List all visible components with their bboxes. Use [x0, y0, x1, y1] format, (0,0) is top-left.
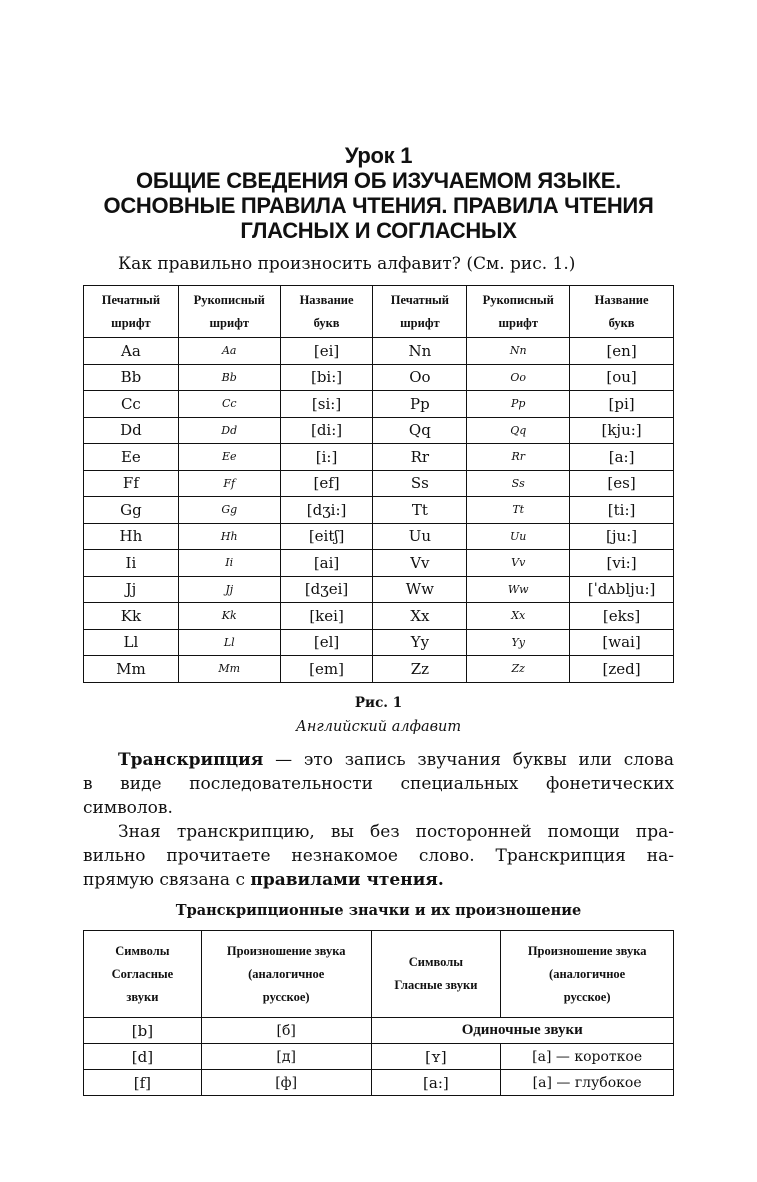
handwritten-letter: Ii: [178, 550, 280, 577]
table-row: [84, 576, 674, 603]
handwritten-letter: Cc: [178, 391, 280, 418]
table-row: [84, 364, 674, 391]
handwritten-letter: Ee: [178, 444, 280, 471]
term-transcription: Транскрипция: [118, 750, 264, 770]
figure-number: Рис. 1: [354, 695, 403, 711]
handwritten-letter: Ww: [467, 576, 570, 603]
letter-name: [eitʃ]: [280, 523, 373, 550]
handwritten-letter: Zz: [467, 656, 570, 683]
paragraph-line: Транскрипция — это запись звучания буквы или слова: [118, 750, 674, 770]
consonant-russian-sound: [ф]: [201, 1070, 371, 1096]
letter-name: [si:]: [280, 391, 373, 418]
table-row: [84, 444, 674, 471]
alphabet-body: [84, 338, 674, 683]
letter-name: [wai]: [570, 629, 674, 656]
letter-name: [ei]: [280, 338, 373, 365]
sounds-table: [83, 930, 674, 1096]
letter-name: [ai]: [280, 550, 373, 577]
letter-name: [kju:]: [570, 417, 674, 444]
table-row: [84, 470, 674, 497]
printed-letter: Aa: [84, 338, 179, 365]
printed-letter: Nn: [373, 338, 467, 365]
paragraph-line: в виде последовательности специальных фонетических: [83, 774, 674, 794]
printed-letter: Pp: [373, 391, 467, 418]
printed-letter: Ee: [84, 444, 179, 471]
handwritten-letter: Xx: [467, 603, 570, 630]
handwritten-letter: Bb: [178, 364, 280, 391]
letter-name: [ju:]: [570, 523, 674, 550]
table-row: [84, 523, 674, 550]
table-row: [84, 1070, 674, 1096]
table-row: [84, 1044, 674, 1070]
header-vowel-symbols: Символы Гласные звуки: [371, 931, 501, 1018]
sounds-table-title: Транскрипционные значки и их произношение: [175, 902, 582, 919]
header-printed-font: Печатный шрифт: [84, 286, 179, 338]
header-handwritten-font: Рукописный шрифт: [178, 286, 280, 338]
consonant-symbol: [f]: [84, 1070, 202, 1096]
letter-name: [di:]: [280, 417, 373, 444]
vowel-symbol: [a:]: [371, 1070, 501, 1096]
consonant-symbol: [b]: [84, 1018, 202, 1044]
vowel-russian-sound: [а] — короткое: [501, 1044, 674, 1070]
lesson-title-line-3: ГЛАСНЫХ И СОГЛАСНЫХ: [240, 218, 517, 243]
printed-letter: Hh: [84, 523, 179, 550]
handwritten-letter: Aa: [178, 338, 280, 365]
letter-name: [em]: [280, 656, 373, 683]
letter-name: [ti:]: [570, 497, 674, 524]
handwritten-letter: Gg: [178, 497, 280, 524]
printed-letter: Bb: [84, 364, 179, 391]
paragraph-line: символов.: [83, 798, 173, 818]
letter-name: [pi]: [570, 391, 674, 418]
paragraph-line: вильно прочитаете незнакомое слово. Транскрипция на-: [83, 846, 674, 866]
printed-letter: Xx: [373, 603, 467, 630]
lesson-title-line-1: ОБЩИЕ СВЕДЕНИЯ ОБ ИЗУЧАЕМОМ ЯЗЫКЕ.: [136, 168, 621, 193]
printed-letter: Tt: [373, 497, 467, 524]
letter-name: [dʒei]: [280, 576, 373, 603]
table-row: [84, 550, 674, 577]
paragraph-transcription-definition: [83, 748, 674, 820]
header-printed-font: Печатный шрифт: [373, 286, 467, 338]
letter-name: [i:]: [280, 444, 373, 471]
table-row: [84, 338, 674, 365]
paragraph-line: прямую связана с правилами чтения.: [83, 870, 444, 890]
alphabet-header-row: [84, 286, 674, 338]
printed-letter: Qq: [373, 417, 467, 444]
vowel-russian-sound: [а] — глубокое: [501, 1070, 674, 1096]
header-consonant-symbols: Символы Согласные звуки: [84, 931, 202, 1018]
printed-letter: Zz: [373, 656, 467, 683]
intro-question: Как правильно произносить алфавит? (См. рис. 1.): [118, 254, 576, 274]
printed-letter: Oo: [373, 364, 467, 391]
header-letter-name: Название букв: [280, 286, 373, 338]
handwritten-letter: Tt: [467, 497, 570, 524]
letter-name: [bi:]: [280, 364, 373, 391]
table-row: [84, 497, 674, 524]
handwritten-letter: Vv: [467, 550, 570, 577]
table-row: [84, 603, 674, 630]
printed-letter: Ii: [84, 550, 179, 577]
printed-letter: Ff: [84, 470, 179, 497]
letter-name: [ef]: [280, 470, 373, 497]
printed-letter: Vv: [373, 550, 467, 577]
consonant-russian-sound: [д]: [201, 1044, 371, 1070]
figure-caption: Английский алфавит: [295, 719, 462, 735]
lesson-number: Урок 1: [344, 143, 413, 168]
letter-name: [ˈdʌblju:]: [570, 576, 674, 603]
sounds-header-row: [84, 931, 674, 1018]
letter-name: [zed]: [570, 656, 674, 683]
printed-letter: Yy: [373, 629, 467, 656]
handwritten-letter: Ll: [178, 629, 280, 656]
table-row: [84, 391, 674, 418]
consonant-russian-sound: [б]: [201, 1018, 371, 1044]
printed-letter: Ww: [373, 576, 467, 603]
printed-letter: Kk: [84, 603, 179, 630]
letter-name: [eks]: [570, 603, 674, 630]
printed-letter: Mm: [84, 656, 179, 683]
handwritten-letter: Jj: [178, 576, 280, 603]
header-letter-name: Название букв: [570, 286, 674, 338]
handwritten-letter: Hh: [178, 523, 280, 550]
handwritten-letter: Pp: [467, 391, 570, 418]
printed-letter: Jj: [84, 576, 179, 603]
lesson-heading: [60, 143, 697, 243]
paragraph-reading-rules: [83, 820, 674, 892]
handwritten-letter: Ff: [178, 470, 280, 497]
handwritten-letter: Dd: [178, 417, 280, 444]
vowel-symbol: [ʏ]: [371, 1044, 501, 1070]
single-sounds-subheader: Одиночные звуки: [371, 1018, 673, 1044]
table-row: [84, 1018, 674, 1044]
lesson-title-line-2: ОСНОВНЫЕ ПРАВИЛА ЧТЕНИЯ. ПРАВИЛА ЧТЕНИЯ: [103, 193, 654, 218]
handwritten-letter: Uu: [467, 523, 570, 550]
letter-name: [el]: [280, 629, 373, 656]
printed-letter: Cc: [84, 391, 179, 418]
letter-name: [dʒi:]: [280, 497, 373, 524]
handwritten-letter: Yy: [467, 629, 570, 656]
handwritten-letter: Oo: [467, 364, 570, 391]
header-consonant-pronunciation: Произношение звука (аналогичное русское): [201, 931, 371, 1018]
letter-name: [a:]: [570, 444, 674, 471]
letter-name: [en]: [570, 338, 674, 365]
printed-letter: Gg: [84, 497, 179, 524]
printed-letter: Ll: [84, 629, 179, 656]
table-row: [84, 629, 674, 656]
letter-name: [es]: [570, 470, 674, 497]
paragraph-line: Зная транскрипцию, вы без посторонней помощи пра-: [118, 822, 674, 842]
consonant-symbol: [d]: [84, 1044, 202, 1070]
reading-rules-emphasis: правилами чтения.: [250, 870, 444, 890]
letter-name: [vi:]: [570, 550, 674, 577]
handwritten-letter: Rr: [467, 444, 570, 471]
letter-name: [kei]: [280, 603, 373, 630]
printed-letter: Uu: [373, 523, 467, 550]
handwritten-letter: Mm: [178, 656, 280, 683]
header-handwritten-font: Рукописный шрифт: [467, 286, 570, 338]
table-row: [84, 656, 674, 683]
alphabet-table: [83, 285, 674, 683]
printed-letter: Dd: [84, 417, 179, 444]
handwritten-letter: Nn: [467, 338, 570, 365]
letter-name: [ou]: [570, 364, 674, 391]
handwritten-letter: Ss: [467, 470, 570, 497]
handwritten-letter: Kk: [178, 603, 280, 630]
handwritten-letter: Qq: [467, 417, 570, 444]
printed-letter: Ss: [373, 470, 467, 497]
header-vowel-pronunciation: Произношение звука (аналогичное русское): [501, 931, 674, 1018]
table-row: [84, 417, 674, 444]
printed-letter: Rr: [373, 444, 467, 471]
